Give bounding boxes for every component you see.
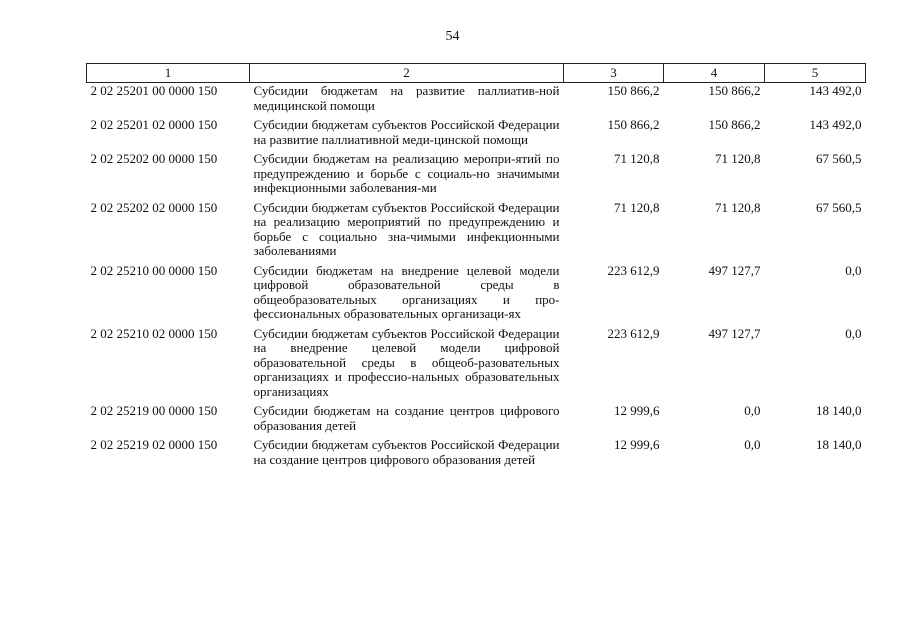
table-row: [87, 151, 866, 200]
amount-col3: 150 866,2: [607, 83, 660, 98]
table-row: [87, 326, 866, 404]
column-header: 3: [564, 64, 664, 83]
budget-code: 2 02 25210 00 0000 150: [90, 262, 218, 278]
item-name: Субсидии бюджетам субъектов Российской Федерации на создание центров цифрового образования детей: [253, 437, 560, 467]
table-row: [87, 437, 866, 471]
amount-col5: 143 492,0: [809, 117, 862, 132]
column-header: 5: [765, 64, 866, 83]
amount-col5: 67 560,5: [816, 151, 862, 166]
budget-code: 2 02 25210 02 0000 150: [90, 325, 218, 341]
amount-col5: 0,0: [845, 262, 862, 278]
amount-col4: 71 120,8: [715, 151, 761, 166]
column-header: 4: [664, 64, 765, 83]
table-row: [87, 117, 866, 151]
amount-col3: 12 999,6: [614, 437, 660, 452]
budget-code: 2 02 25201 02 0000 150: [90, 117, 218, 132]
amount-col3: 223 612,9: [607, 325, 660, 341]
item-name: Субсидии бюджетам субъектов Российской Федерации на реализацию мероприятий по предупреждению и борьбе с социально зна-чимыми инфекционными заболеваниями: [253, 199, 560, 258]
column-header: 2: [250, 64, 564, 83]
amount-col5: 18 140,0: [816, 437, 862, 452]
budget-code: 2 02 25201 00 0000 150: [90, 83, 218, 98]
amount-col5: 67 560,5: [816, 199, 862, 215]
amount-col4: 71 120,8: [715, 199, 761, 215]
budget-code: 2 02 25202 02 0000 150: [90, 199, 218, 215]
table-header-row: [87, 64, 866, 83]
amount-col4: 0,0: [744, 437, 761, 452]
page-number: 54: [445, 29, 460, 44]
table-row: [87, 403, 866, 437]
amount-col4: 150 866,2: [708, 83, 761, 98]
amount-col4: 150 866,2: [708, 117, 761, 132]
amount-col3: 12 999,6: [614, 403, 660, 418]
table-row: [87, 263, 866, 326]
amount-col4: 0,0: [744, 403, 761, 418]
budget-code: 2 02 25219 02 0000 150: [90, 437, 218, 452]
amount-col4: 497 127,7: [708, 325, 761, 341]
column-header: 1: [87, 64, 250, 83]
budget-code: 2 02 25219 00 0000 150: [90, 403, 218, 418]
budget-table: [86, 63, 866, 471]
amount-col3: 71 120,8: [614, 151, 660, 166]
item-name: Субсидии бюджетам на внедрение целевой модели цифровой образовательной среды в общеобразовательных организациях и про-фессиональных образовательных организаци-ях: [253, 262, 560, 321]
amount-col4: 497 127,7: [708, 262, 761, 278]
table-row: [87, 83, 866, 118]
amount-col3: 223 612,9: [607, 262, 660, 278]
item-name: Субсидии бюджетам на развитие паллиатив-ной медицинской помощи: [253, 83, 560, 113]
amount-col5: 143 492,0: [809, 83, 862, 98]
item-name: Субсидии бюджетам субъектов Российской Федерации на развитие паллиативной меди-цинской помощи: [253, 117, 560, 147]
item-name: Субсидии бюджетам субъектов Российской Федерации на внедрение целевой модели цифровой образовательной среды в общеоб-разовательных организациях и профессио-нальных образовательных организациях: [253, 325, 560, 399]
item-name: Субсидии бюджетам на реализацию меропри-ятий по предупреждению и борьбе с социаль-но значимыми инфекционными заболевания-ми: [253, 151, 560, 195]
amount-col3: 71 120,8: [614, 199, 660, 215]
amount-col3: 150 866,2: [607, 117, 660, 132]
item-name: Субсидии бюджетам на создание центров цифрового образования детей: [253, 403, 560, 433]
table-row: [87, 200, 866, 263]
amount-col5: 0,0: [845, 325, 862, 341]
budget-code: 2 02 25202 00 0000 150: [90, 151, 218, 166]
amount-col5: 18 140,0: [816, 403, 862, 418]
